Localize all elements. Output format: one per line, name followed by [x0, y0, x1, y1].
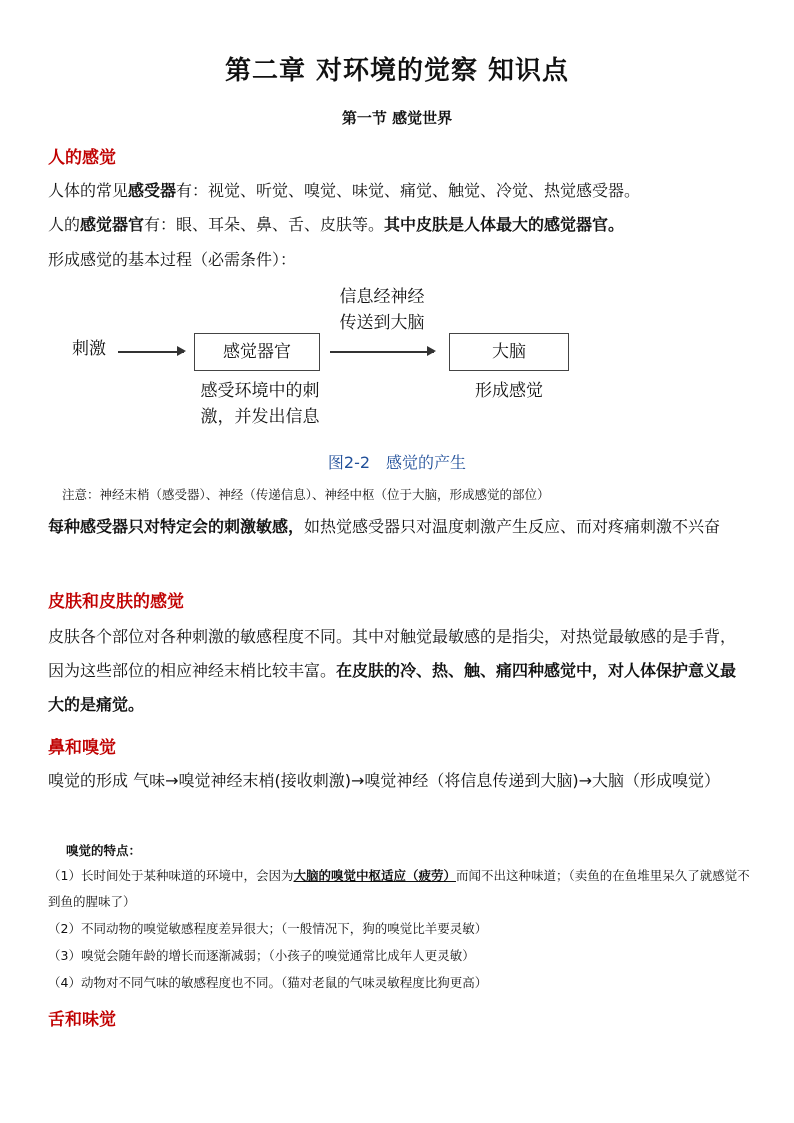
nerve-note-line-2: 传送到大脑: [339, 313, 425, 333]
bold-text: 每种感受器只对特定会的刺激敏感，: [48, 517, 305, 536]
heading-skin: 皮肤和皮肤的感觉: [48, 592, 184, 612]
paragraph-receptor-specificity: [48, 510, 748, 544]
nerve-note-line-1: 信息经神经: [339, 287, 425, 307]
heading-nose: 鼻和嗅觉: [48, 738, 116, 758]
paragraph-sense-organs: [48, 208, 748, 242]
paragraph-smell: 嗅觉的形成 气味→嗅觉神经末梢(接收刺激)→嗅觉神经（将信息传递到大脑)→大脑（形成嗅觉）: [48, 771, 721, 790]
smell-feature-2: （2）不同动物的嗅觉敏感程度差异很大；（一般情况下，狗的嗅觉比羊要灵敏）: [48, 921, 488, 936]
note-text: 注意：神经末梢（感受器）、神经（传递信息）、神经中枢（位于大脑，形成感觉的部位）: [62, 487, 550, 502]
paragraph-receptors: [48, 174, 748, 208]
smell-feature-1: [48, 863, 753, 915]
smell-feature-4: （4）动物对不同气味的敏感程度也不同。（猫对老鼠的气味灵敏程度比狗更高）: [48, 975, 488, 990]
brain-note: 形成感觉: [475, 381, 543, 401]
text: 如热觉感受器只对温度刺激产生反应、而对疼痛刺激不兴奋: [304, 517, 721, 536]
organ-note: [180, 378, 340, 430]
bold-text: 在皮肤的冷、热、触、痛四种感觉中，对人体保护意义最大的是痛觉。: [48, 661, 737, 714]
underlined-text: 大脑的嗅觉中枢适应（疲劳）: [293, 868, 456, 883]
bold-text: 感觉器官: [80, 215, 145, 234]
organ-note-line-1: 感受环境中的刺: [200, 381, 320, 401]
text: 人的: [48, 215, 81, 234]
text: 皮肤各个部位对各种刺激的敏感程度不同。其中对触觉最敏感的是指尖，对热觉最敏感的是手背，因为这些部位的相应神经末梢比较丰富。: [48, 627, 737, 680]
arrow-1: [118, 351, 184, 353]
text: 而闻不出这种味道；（卖鱼的在鱼堆里呆久了就感觉不到鱼的腥味了）: [48, 868, 750, 909]
arrow-2: [330, 351, 434, 353]
page-title: 第二章 对环境的觉察 知识点: [224, 56, 570, 86]
text: 有：眼、耳朵、鼻、舌、皮肤等。: [144, 215, 385, 234]
paragraph-process: 形成感觉的基本过程（必需条件）：: [48, 250, 297, 269]
bold-text: 其中皮肤是人体最大的感觉器官。: [384, 215, 625, 234]
nerve-note: [322, 284, 442, 336]
sense-organ-box: 感觉器官: [194, 333, 320, 371]
heading-human-senses: 人的感觉: [48, 148, 116, 168]
bold-text: 感受器: [128, 181, 177, 200]
figure-caption: 图2-2 感觉的产生: [327, 453, 467, 472]
text: （1）长时间处于某种味道的环境中，会因为: [48, 868, 294, 883]
smell-features-title: 嗅觉的特点：: [66, 843, 142, 858]
text: 人体的常见: [48, 181, 129, 200]
organ-note-line-2: 激，并发出信息: [200, 407, 320, 427]
paragraph-skin: [48, 620, 748, 722]
stimulus-label: 刺激: [72, 339, 106, 359]
brain-box: 大脑: [449, 333, 569, 371]
text: 有：视觉、听觉、嗅觉、味觉、痛觉、触觉、冷觉、热觉感受器。: [176, 181, 641, 200]
heading-tongue: 舌和味觉: [48, 1010, 116, 1030]
section-title: 第一节 感觉世界: [341, 109, 453, 127]
smell-feature-3: （3）嗅觉会随年龄的增长而逐渐减弱；（小孩子的嗅觉通常比成年人更灵敏）: [48, 948, 475, 963]
